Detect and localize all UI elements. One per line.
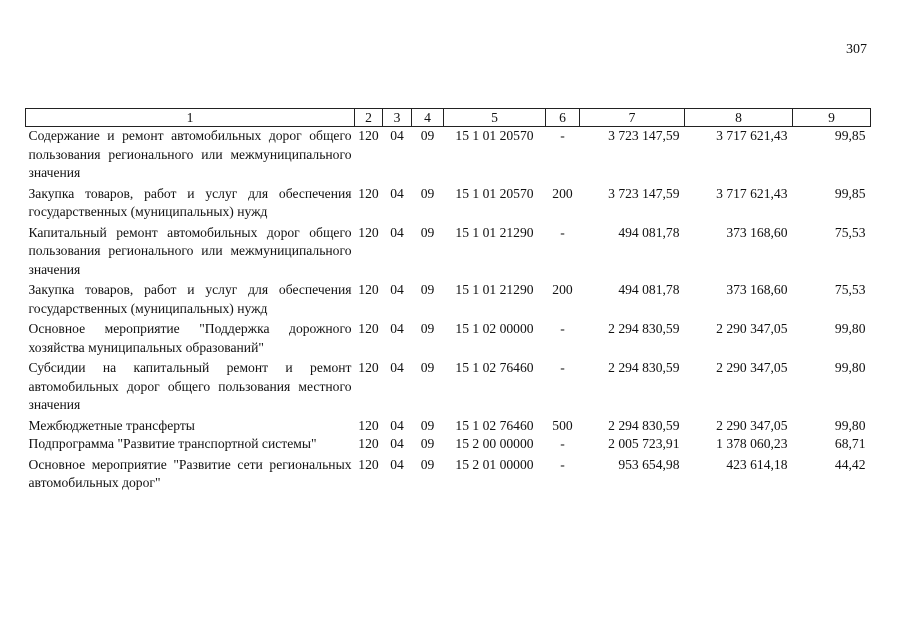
- row-c7: 2 294 830,59: [608, 321, 680, 336]
- row-c6: -: [560, 456, 565, 472]
- row-c4: 09: [420, 224, 435, 240]
- row-c8: 373 168,60: [726, 224, 788, 240]
- row-c9: 68,71: [834, 436, 866, 451]
- row-c8: 2 290 347,05: [716, 321, 788, 336]
- page-number: 307: [846, 42, 867, 57]
- row-c2: 120: [358, 456, 379, 472]
- col-header-9: 9: [793, 109, 871, 127]
- row-c6: -: [560, 360, 565, 375]
- row-c7: 494 081,78: [618, 282, 680, 297]
- row-c7: 2 005 723,91: [608, 436, 680, 451]
- table-row: [26, 320, 871, 359]
- row-c3: 04: [390, 436, 404, 451]
- row-c6: -: [560, 128, 565, 143]
- row-c9: 99,85: [834, 128, 866, 143]
- row-c3: 04: [390, 456, 404, 472]
- row-name: Субсидии на капитальный ремонт и ремонт автомобильных дорог общего пользования местного значения: [28, 360, 352, 412]
- row-c8: 423 614,18: [726, 456, 788, 472]
- header-row: [26, 109, 871, 127]
- col-header-3: 3: [383, 109, 412, 127]
- row-c3: 04: [390, 321, 404, 336]
- row-c5: 15 1 01 20570: [455, 128, 534, 143]
- row-c4: 09: [420, 321, 435, 336]
- row-c4: 09: [420, 282, 435, 297]
- row-c7: 953 654,98: [618, 456, 680, 472]
- row-c5: 15 2 00 00000: [455, 436, 534, 451]
- row-c6: -: [560, 436, 565, 451]
- table-row: [26, 456, 871, 493]
- col-header-7: 7: [580, 109, 685, 127]
- row-c5: 15 1 02 76460: [455, 417, 534, 433]
- table-row: [26, 281, 871, 320]
- row-c6: 200: [552, 185, 573, 201]
- table-row: [26, 224, 871, 282]
- col-header-6: 6: [546, 109, 580, 127]
- row-c6: -: [560, 224, 565, 240]
- row-c9: 75,53: [834, 282, 866, 297]
- row-c7: 2 294 830,59: [608, 417, 680, 433]
- col-header-5: 5: [444, 109, 546, 127]
- row-c8: 3 717 621,43: [716, 128, 788, 143]
- row-name: Содержание и ремонт автомобильных дорог общего пользования регионального или межмуниципального значения: [28, 128, 352, 180]
- row-name: Закупка товаров, работ и услуг для обеспечения государственных (муниципальных) нужд: [28, 282, 352, 316]
- row-c7: 494 081,78: [618, 224, 680, 240]
- row-c5: 15 1 01 20570: [455, 185, 534, 201]
- row-name: Основное мероприятие "Развитие сети региональных автомобильных дорог": [28, 456, 352, 490]
- row-c2: 120: [358, 282, 379, 297]
- table-row: [26, 359, 871, 417]
- budget-table: [25, 108, 871, 493]
- table-row: [26, 435, 871, 456]
- row-c5: 15 1 02 00000: [455, 321, 534, 336]
- row-c2: 120: [358, 224, 379, 240]
- table-row: [26, 185, 871, 224]
- row-c3: 04: [390, 360, 404, 375]
- row-c3: 04: [390, 282, 404, 297]
- row-name: Капитальный ремонт автомобильных дорог общего пользования регионального или межмуниципального значения: [28, 224, 352, 277]
- row-c6: -: [560, 321, 565, 336]
- row-name: Подпрограмма "Развитие транспортной системы": [28, 436, 317, 451]
- row-c7: 3 723 147,59: [608, 128, 680, 143]
- table-row: [26, 417, 871, 436]
- row-name: Основное мероприятие "Поддержка дорожного хозяйства муниципальных образований": [28, 321, 352, 355]
- row-name: Закупка товаров, работ и услуг для обеспечения государственных (муниципальных) нужд: [28, 185, 352, 219]
- row-c2: 120: [358, 417, 379, 433]
- row-c2: 120: [358, 321, 379, 336]
- row-name: Межбюджетные трансферты: [28, 417, 195, 433]
- row-c4: 09: [420, 417, 435, 433]
- row-c3: 04: [390, 185, 404, 201]
- row-c2: 120: [358, 436, 379, 451]
- row-c3: 04: [390, 128, 404, 143]
- row-c9: 99,80: [834, 417, 866, 433]
- row-c4: 09: [420, 360, 435, 375]
- row-c3: 04: [390, 224, 404, 240]
- row-c2: 120: [358, 128, 379, 143]
- row-c6: 500: [552, 417, 573, 433]
- row-c9: 44,42: [834, 456, 866, 472]
- row-c5: 15 1 01 21290: [455, 224, 534, 240]
- row-c5: 15 1 01 21290: [455, 282, 534, 297]
- row-c8: 3 717 621,43: [716, 185, 788, 201]
- row-c9: 75,53: [834, 224, 866, 240]
- col-header-1: 1: [26, 109, 355, 127]
- row-c4: 09: [420, 128, 435, 143]
- row-c5: 15 1 02 76460: [455, 360, 534, 375]
- row-c5: 15 2 01 00000: [455, 456, 534, 472]
- table-row: [26, 127, 871, 185]
- row-c9: 99,85: [834, 185, 866, 201]
- row-c8: 2 290 347,05: [716, 417, 788, 433]
- row-c4: 09: [420, 436, 435, 451]
- row-c3: 04: [390, 417, 404, 433]
- row-c2: 120: [358, 185, 379, 201]
- row-c9: 99,80: [834, 321, 866, 336]
- row-c8: 1 378 060,23: [716, 436, 788, 451]
- row-c2: 120: [358, 360, 379, 375]
- col-header-4: 4: [412, 109, 444, 127]
- row-c8: 373 168,60: [726, 282, 788, 297]
- col-header-8: 8: [685, 109, 793, 127]
- row-c4: 09: [420, 456, 435, 472]
- col-header-2: 2: [355, 109, 383, 127]
- row-c7: 3 723 147,59: [608, 185, 680, 201]
- row-c9: 99,80: [834, 360, 866, 375]
- row-c8: 2 290 347,05: [716, 360, 788, 375]
- row-c6: 200: [552, 282, 573, 297]
- row-c7: 2 294 830,59: [608, 360, 680, 375]
- row-c4: 09: [420, 185, 435, 201]
